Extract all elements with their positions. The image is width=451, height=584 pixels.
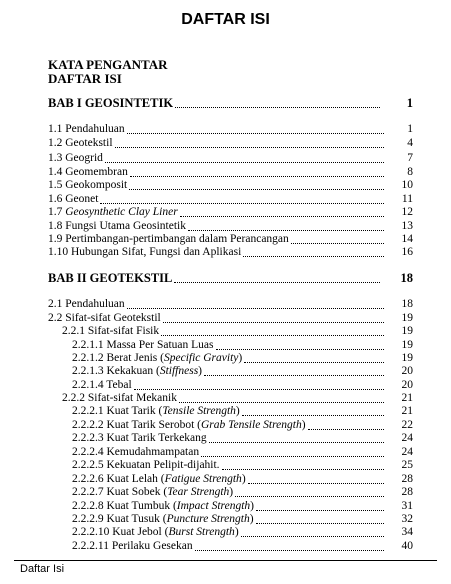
dot-leader: [243, 256, 384, 257]
toc-entry: [0, 351, 451, 365]
toc-entry: [0, 391, 451, 405]
toc-entry: [0, 122, 451, 136]
toc-page-number: 40: [401, 540, 413, 552]
toc-entry-title: 2.2.2.8 Kuat Tumbuk (Impact Strength): [72, 500, 254, 512]
dot-leader: [105, 162, 384, 163]
dot-leader: [244, 362, 384, 363]
dot-leader: [180, 216, 384, 217]
toc-entry: [0, 539, 451, 553]
dot-leader: [130, 176, 384, 177]
front-matter-kata-pengantar: KATA PENGANTAR: [48, 57, 168, 72]
toc-entry-title: 1.1 Pendahuluan: [48, 123, 125, 135]
toc-entry: [0, 151, 451, 165]
dot-leader: [256, 523, 384, 524]
toc-entry-title: 1.6 Geonet: [48, 193, 99, 205]
toc-entry-title: 2.2.1 Sifat-sifat Fisik: [62, 325, 160, 337]
toc-entry-title: 2.2.1.2 Berat Jenis (Specific Gravity): [72, 352, 243, 364]
toc-entry-title: 2.1 Pendahuluan: [48, 298, 125, 310]
toc-entry-title: 2.2.2.3 Kuat Tarik Terkekang: [72, 432, 207, 444]
toc-page-number: 34: [401, 526, 413, 538]
toc-entry-title: 2.2.2.5 Kekuatan Pelipit-dijahit.: [72, 459, 220, 471]
dot-leader: [179, 402, 384, 403]
dot-leader: [248, 483, 384, 484]
toc-entry-title: 2.2.2.10 Kuat Jebol (Burst Strength): [72, 526, 239, 538]
toc-page-number: 14: [401, 233, 413, 245]
toc-page-number: 16: [401, 246, 413, 258]
dot-leader: [163, 322, 384, 323]
toc-entry: [0, 178, 451, 192]
toc-page-number: 13: [401, 220, 413, 232]
toc-entry: [0, 378, 451, 392]
toc-entry-title: 2.2 Sifat-sifat Geotekstil: [48, 312, 161, 324]
dot-leader: [127, 133, 384, 134]
toc-page-number: 20: [401, 365, 413, 377]
dot-leader: [256, 510, 384, 511]
toc-entry-title: 2.2.2.6 Kuat Lelah (Fatigue Strength): [72, 473, 246, 485]
toc-chapter: [0, 271, 451, 285]
toc-page-number: 28: [401, 473, 413, 485]
toc-page-number: 19: [401, 312, 413, 324]
front-matter-daftar-isi: DAFTAR ISI: [48, 71, 122, 86]
toc-page-number: 19: [401, 325, 413, 337]
dot-leader: [174, 282, 380, 283]
toc-page-number: 4: [407, 137, 413, 149]
toc-entry: [0, 458, 451, 472]
toc-entry-title: 2.2.2 Sifat-sifat Mekanik: [62, 392, 177, 404]
toc-entry: [0, 136, 451, 150]
toc-entry: [0, 311, 451, 325]
toc-page-number: 19: [401, 352, 413, 364]
toc-entry-title: 2.2.2.2 Kuat Tarik Serobot (Grab Tensile Strength): [72, 419, 306, 431]
toc-page-number: 24: [401, 446, 413, 458]
toc-entry: [0, 338, 451, 352]
toc-page-number: 25: [401, 459, 413, 471]
toc-entry: [0, 404, 451, 418]
toc-entry-title: 2.2.1.3 Kekakuan (Stiffness): [72, 365, 203, 377]
toc-page-number: 21: [401, 392, 413, 404]
toc-page-number: 10: [401, 179, 413, 191]
toc-page-number: 21: [401, 405, 413, 417]
toc-chapter: [0, 96, 451, 110]
toc-page-number: 31: [401, 500, 413, 512]
toc-page-number: 22: [401, 419, 413, 431]
toc-entry: [0, 219, 451, 233]
toc-entry-title: 1.5 Geokomposit: [48, 179, 128, 191]
page-title: DAFTAR ISI: [181, 11, 270, 28]
toc-entry: [0, 364, 451, 378]
dot-leader: [161, 335, 384, 336]
toc-entry: [0, 245, 451, 259]
toc-entry: [0, 418, 451, 432]
toc-entry-title: 1.2 Geotekstil: [48, 137, 113, 149]
toc-entry: [0, 525, 451, 539]
dot-leader: [100, 203, 384, 204]
toc-entry-title: 1.10 Hubungan Sifat, Fungsi dan Aplikasi: [48, 246, 242, 258]
dot-leader: [222, 469, 384, 470]
toc-entry-title: 2.2.2.9 Kuat Tusuk (Puncture Strength): [72, 513, 254, 525]
toc-entry: [0, 297, 451, 311]
toc-entry-title: 2.2.2.11 Perilaku Gesekan: [72, 540, 193, 552]
toc-page-number: 7: [407, 152, 413, 164]
toc-page-number: 1: [406, 96, 413, 110]
toc-entry-title: BAB II GEOTEKSTIL: [48, 271, 173, 285]
toc-entry-title: 2.2.2.1 Kuat Tarik (Tensile Strength): [72, 405, 240, 417]
toc-entry: [0, 324, 451, 338]
toc-entry: [0, 499, 451, 513]
dot-leader: [188, 230, 384, 231]
dot-leader: [129, 189, 384, 190]
toc-entry-title: 2.2.1.1 Massa Per Satuan Luas: [72, 339, 214, 351]
footer-divider: [14, 560, 437, 561]
dot-leader: [127, 308, 384, 309]
toc-page-number: 19: [401, 339, 413, 351]
toc-entry-title: 2.2.1.4 Tebal: [72, 379, 132, 391]
toc-page-number: 8: [407, 166, 413, 178]
dot-leader: [195, 550, 384, 551]
dot-leader: [134, 389, 384, 390]
toc-entry: [0, 232, 451, 246]
toc-entry: [0, 512, 451, 526]
toc-page-number: 12: [401, 206, 413, 218]
toc-entry-title: 2.2.2.4 Kemudahmampatan: [72, 446, 200, 458]
dot-leader: [241, 536, 384, 537]
toc-page-number: 24: [401, 432, 413, 444]
toc-entry-title: 1.7 Geosynthetic Clay Liner: [48, 206, 178, 218]
dot-leader: [201, 456, 384, 457]
toc-entry-title: 1.4 Geomembran: [48, 166, 128, 178]
toc-page-number: 20: [401, 379, 413, 391]
toc-page-number: 18: [400, 271, 413, 285]
toc-entry: [0, 205, 451, 219]
toc-entry-title: 1.8 Fungsi Utama Geosintetik: [48, 220, 186, 232]
dot-leader: [175, 107, 380, 108]
toc-entry: [0, 431, 451, 445]
dot-leader: [204, 375, 384, 376]
toc-entry: [0, 472, 451, 486]
toc-entry: [0, 165, 451, 179]
toc-entry-title: 2.2.2.7 Kuat Sobek (Tear Strength): [72, 486, 234, 498]
dot-leader: [115, 147, 384, 148]
toc-entry-title: BAB I GEOSINTETIK: [48, 96, 174, 110]
toc-page-number: 18: [401, 298, 413, 310]
toc-page-number: 11: [401, 193, 413, 205]
toc-entry: [0, 485, 451, 499]
toc-page-number: 32: [401, 513, 413, 525]
page-footer: Daftar Isi: [20, 563, 65, 575]
toc-entry-title: 1.9 Pertimbangan-pertimbangan dalam Perancangan: [48, 233, 289, 245]
dot-leader: [216, 349, 385, 350]
toc-entry: [0, 192, 451, 206]
toc-entry: [0, 445, 451, 459]
toc-page-number: 28: [401, 486, 413, 498]
dot-leader: [209, 442, 384, 443]
dot-leader: [291, 243, 384, 244]
dot-leader: [308, 429, 384, 430]
toc-page-number: 1: [407, 123, 413, 135]
toc-entry-title: 1.3 Geogrid: [48, 152, 103, 164]
dot-leader: [235, 496, 384, 497]
dot-leader: [242, 415, 384, 416]
